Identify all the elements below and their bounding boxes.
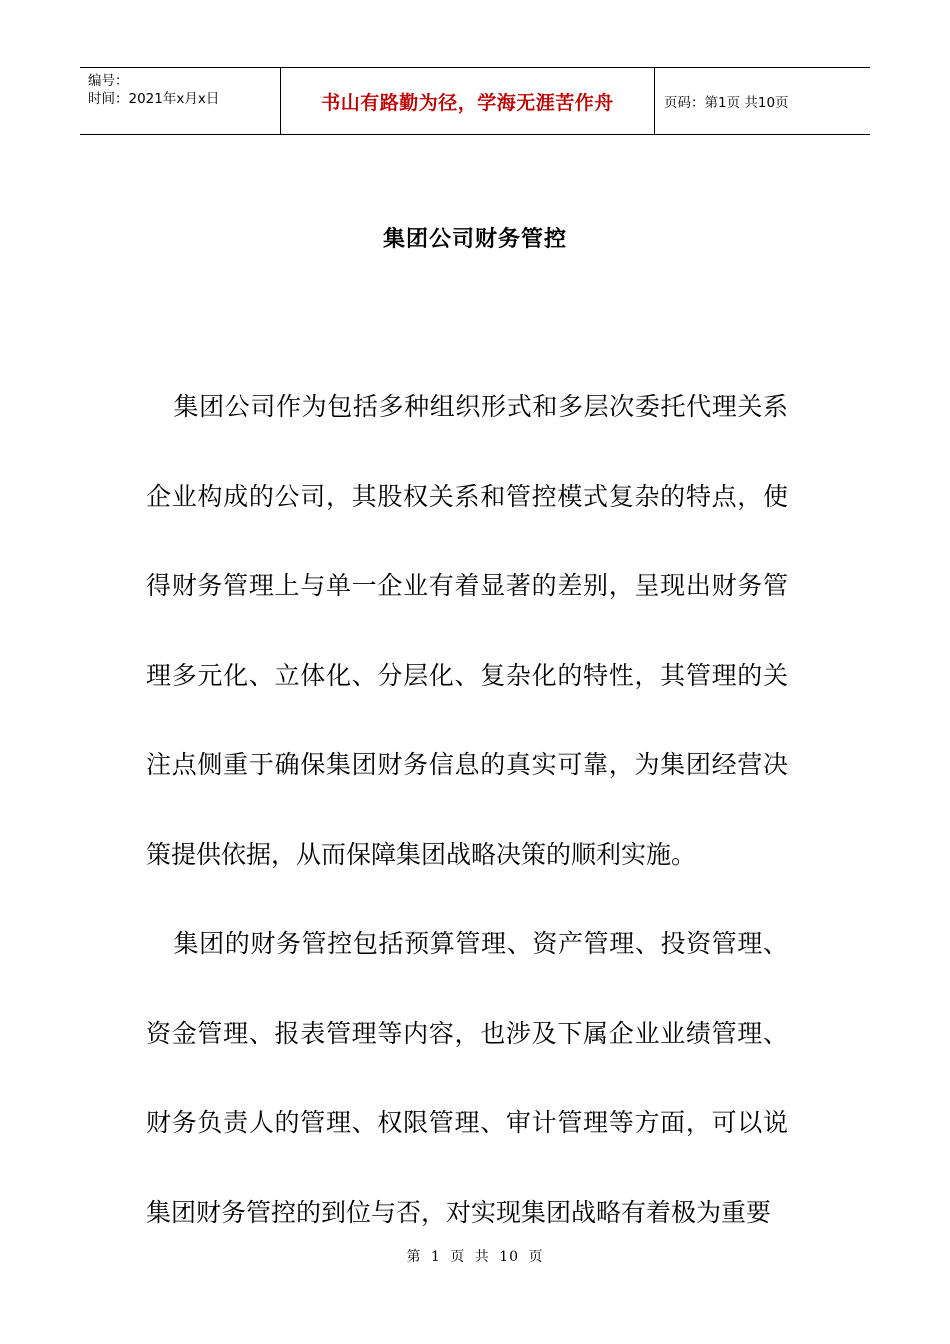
header-motto: 书山有路勤为径，学海无涯苦作舟 — [321, 91, 614, 114]
body-paragraph-2: 集团的财务管控包括预算管理、资产管理、投资管理、资金管理、报表管理等内容，也涉及下属企业业绩管理、财务负责人的管理、权限管理、审计管理等方面，可以说集团财务管控的到位与否，对实现集团战略有着极为重要 — [146, 929, 788, 1227]
document-time-label: 时间：2021年x月x日 — [88, 91, 220, 107]
document-number-label: 编号： — [88, 73, 129, 89]
document-title: 集团公司财务管控 — [382, 227, 567, 252]
header-page-info: 页码：第1页 共10页 — [664, 95, 789, 111]
header-table — [80, 67, 870, 135]
body-paragraph-1: 集团公司作为包括多种组织形式和多层次委托代理关系企业构成的公司，其股权关系和管控模式复杂的特点，使得财务管理上与单一企业有着显著的差别，呈现出财务管理多元化、立体化、分层化、复杂化的特性，其管理的关注点侧重于确保集团财务信息的真实可靠，为集团经营决策提供依据，从而保障集团战略决策的顺利实施。 — [146, 392, 788, 869]
document-body — [146, 362, 788, 1257]
header-meta-cell — [80, 68, 281, 134]
header-page-cell — [655, 68, 870, 134]
page-footer: 第 1 页 共 10 页 — [406, 1249, 544, 1265]
header-motto-cell — [281, 68, 655, 134]
